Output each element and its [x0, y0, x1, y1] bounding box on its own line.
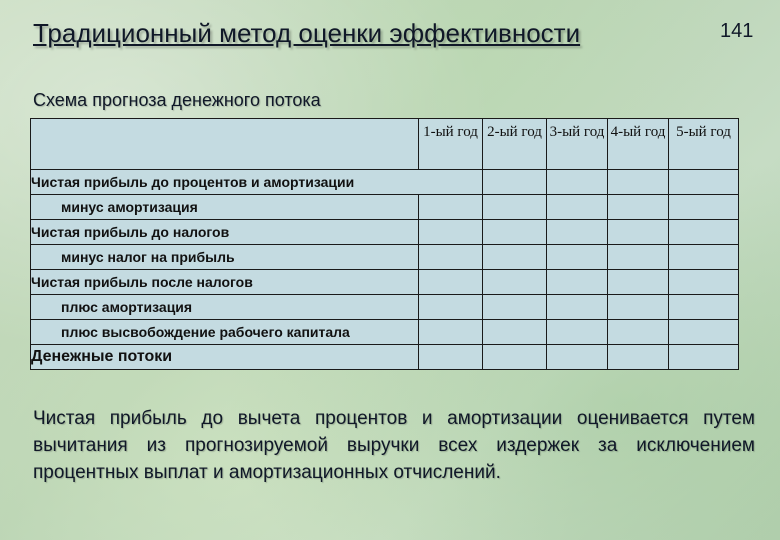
table-cell [419, 245, 483, 270]
table-cell [669, 320, 739, 345]
table-caption: Схема прогноза денежного потока [33, 90, 321, 110]
row-label: минус налог на прибыль [31, 245, 419, 270]
header-year-4: 4-ый год [608, 119, 669, 170]
table-cell [608, 245, 669, 270]
table-cell [547, 220, 608, 245]
table-cell [483, 195, 547, 220]
table-cell [483, 345, 547, 370]
table-row [31, 270, 739, 295]
table-cell [483, 295, 547, 320]
header-year-5: 5-ый год [669, 119, 739, 170]
row-label: плюс амортизация [31, 295, 419, 320]
table-row [31, 220, 739, 245]
header-year-3: 3-ый год [547, 119, 608, 170]
table-cell [669, 295, 739, 320]
table-cell [419, 295, 483, 320]
row-label: Чистая прибыль до налогов [31, 220, 419, 245]
header-year-1: 1-ый год [419, 119, 483, 170]
table-cell [547, 295, 608, 320]
row-label: минус амортизация [31, 195, 419, 220]
table-row [31, 195, 739, 220]
table-cell [547, 170, 608, 195]
slide-title: Традиционный метод оценки эффективности [33, 18, 581, 48]
table-cell [608, 320, 669, 345]
table-row [31, 245, 739, 270]
table-cell [669, 220, 739, 245]
row-label: плюс высвобождение рабочего капитала [31, 320, 419, 345]
table-cell [483, 320, 547, 345]
header-year-2: 2-ый год [483, 119, 547, 170]
table-cell [483, 220, 547, 245]
table-cell [547, 245, 608, 270]
table-cell [419, 270, 483, 295]
row-label: Чистая прибыль после налогов [31, 270, 419, 295]
table-header-row [31, 119, 739, 170]
table-row [31, 345, 739, 370]
table-row [31, 320, 739, 345]
table-row [31, 295, 739, 320]
table-cell [547, 195, 608, 220]
table-cell [419, 220, 483, 245]
row-label: Денежные потоки [31, 345, 419, 370]
table-cell [547, 270, 608, 295]
table-cell [483, 270, 547, 295]
table-cell [419, 345, 483, 370]
cash-flow-table [30, 118, 739, 370]
table-cell [608, 345, 669, 370]
table-cell [669, 170, 739, 195]
table-cell [669, 345, 739, 370]
table-cell [483, 170, 547, 195]
table-cell [608, 220, 669, 245]
body-paragraph: Чистая прибыль до вычета процентов и амортизации оценивается путем вычитания из прогнозируемой выручки всех издержек за исключением процентных выплат и амортизационных отчислений. [33, 408, 755, 483]
table-row [31, 170, 739, 195]
header-label-cell [31, 119, 419, 170]
table-cell [669, 245, 739, 270]
table-cell [419, 320, 483, 345]
row-label: Чистая прибыль до процентов и амортизации [31, 170, 483, 195]
table-cell [608, 170, 669, 195]
table-cell [547, 345, 608, 370]
page-number: 141 [720, 20, 754, 42]
table-cell [608, 295, 669, 320]
table-cell [669, 195, 739, 220]
table-cell [608, 270, 669, 295]
table-cell [608, 195, 669, 220]
table-cell [419, 195, 483, 220]
table-cell [669, 270, 739, 295]
table-cell [483, 245, 547, 270]
table-cell [547, 320, 608, 345]
